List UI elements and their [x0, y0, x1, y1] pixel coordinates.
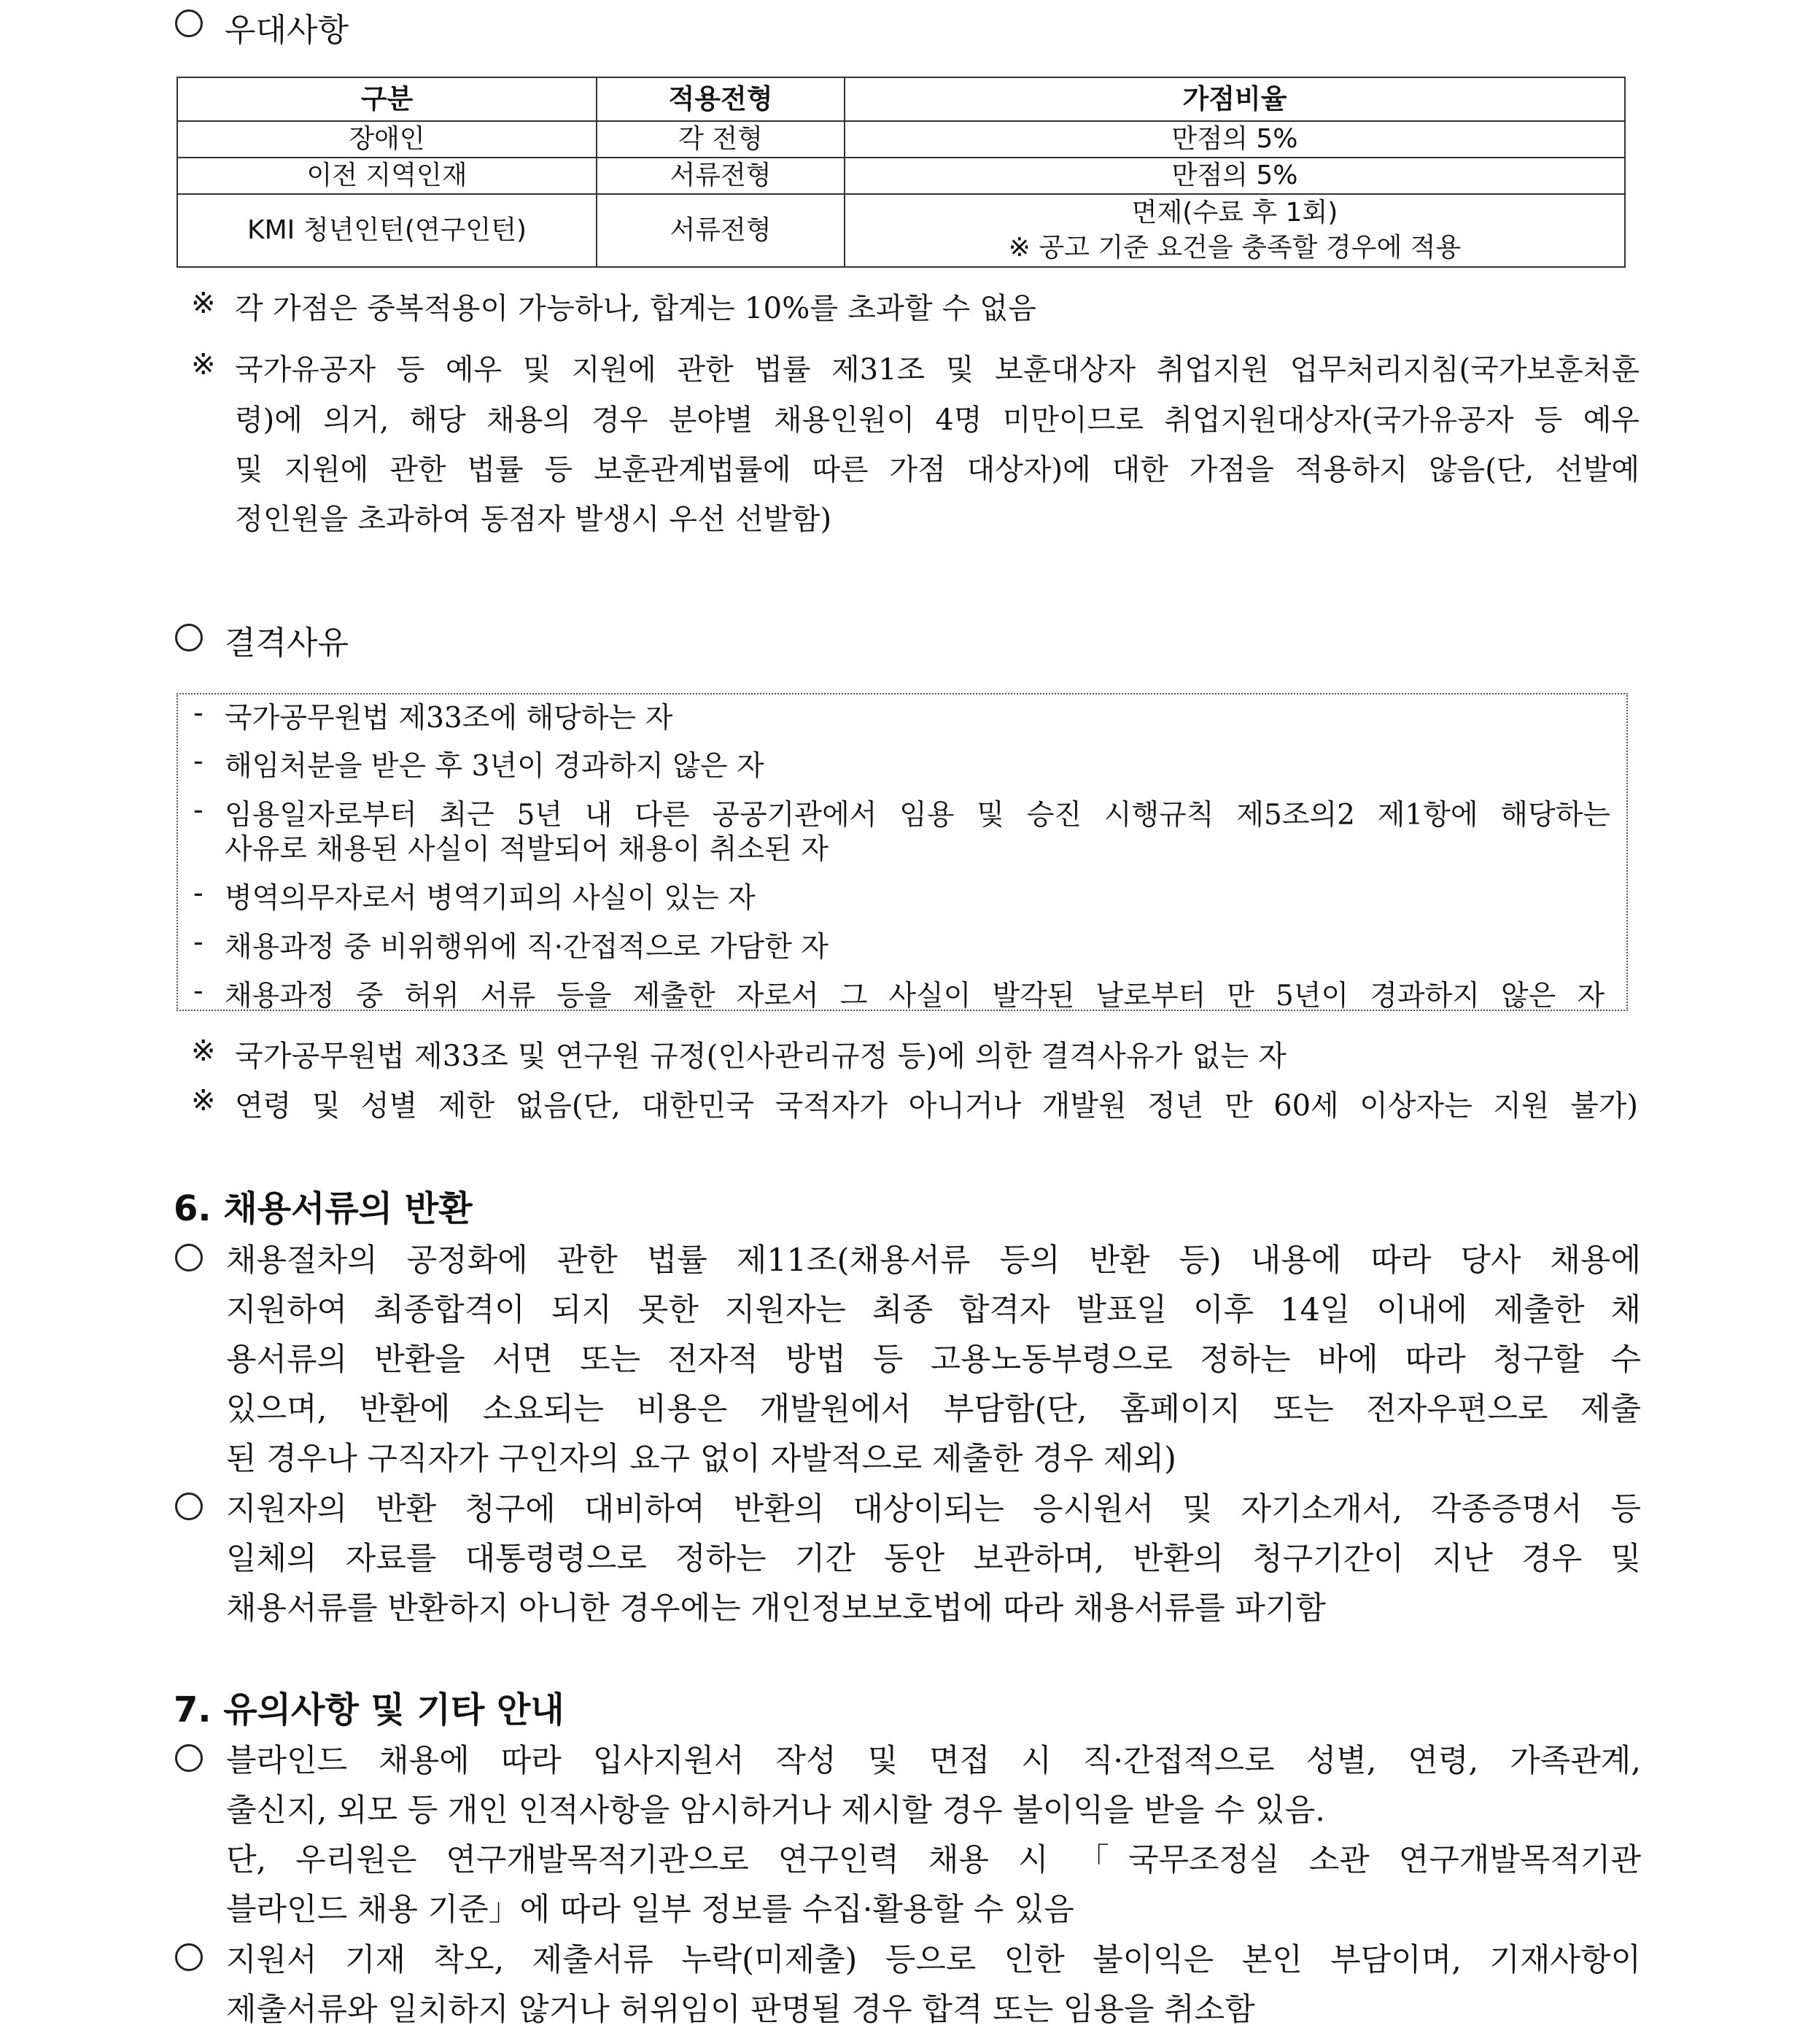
note-mark: ※	[191, 1084, 216, 1118]
rate-note: ※ 공고 기준 요건을 충족할 경우에 적용	[1008, 233, 1462, 263]
note-line: 및 지원에 관한 법률 등 보훈관계법률에 따른 가점 대상자)에 대한 가점을 적용하지 않음(단, 선발예	[235, 453, 1640, 487]
list-dash: -	[193, 697, 203, 729]
disqualification-item: 채용과정 중 허위 서류 등을 제출한 자로서 그 사실이 발각된 날로부터 만 5년이 경과하지 않은 자	[225, 980, 1605, 1013]
body-line: 있으며, 반환에 소요되는 비용은 개발원에서 부담함(단, 홈페이지 또는 전자우편으로 제출	[226, 1391, 1641, 1428]
body-line: 제출서류와 일치하지 않거나 허위임이 판명될 경우 합격 또는 임용을 취소함	[226, 1991, 1255, 2028]
note-mark: ※	[191, 287, 216, 320]
body-line: 단, 우리원은 연구개발목적기관으로 연구인력 채용 시 「국무조정실 소관 연구개발목적기관	[226, 1842, 1641, 1878]
body-line: 블라인드 채용 기준」에 따라 일부 정보를 수집·활용할 수 있음	[226, 1892, 1074, 1928]
section-7-title: 7. 유의사항 및 기타 안내	[174, 1689, 564, 1730]
table-row	[177, 158, 1625, 194]
bullet-circle-icon	[175, 1744, 203, 1772]
list-dash: -	[193, 926, 203, 958]
body-line: 된 경우나 구직자가 구인자의 요구 없이 자발적으로 제출한 경우 제외)	[226, 1441, 1176, 1477]
body-line: 지원자의 반환 청구에 대비하여 반환의 대상이되는 응시원서 및 자기소개서, 각종증명서 등	[226, 1491, 1641, 1528]
table-header-cell: 가점비율	[845, 77, 1625, 121]
bullet-circle-icon	[175, 9, 203, 37]
body-line: 일체의 자료를 대통령령으로 정하는 기간 동안 보관하며, 반환의 청구기간이 지난 경우 및	[226, 1541, 1641, 1577]
disqualification-item: 채용과정 중 비위행위에 직·간접적으로 가담한 자	[225, 931, 829, 964]
disqualification-item: 병역의무자로서 병역기피의 사실이 있는 자	[225, 882, 756, 915]
note-line: 연령 및 성별 제한 없음(단, 대한민국 국적자가 아니거나 개발원 정년 만 60세 이상자는 지원 불가)	[235, 1089, 1638, 1123]
body-line: 채용서류를 반환하지 아니한 경우에는 개인정보보호법에 따라 채용서류를 파기함	[226, 1590, 1326, 1627]
bullet-circle-icon	[175, 624, 203, 651]
disqualification-heading: 결격사유	[225, 624, 349, 662]
disqualification-item: 임용일자로부터 최근 5년 내 다른 공공기관에서 임용 및 승진 시행규칙 제5조의2 제1항에 해당하는	[225, 799, 1610, 832]
table-cell: 만점의 5%	[845, 158, 1625, 194]
body-line: 지원하여 최종합격이 되지 못한 지원자는 최종 합격자 발표일 이후 14일 이내에 제출한 채	[226, 1292, 1641, 1328]
table-cell: 이전 지역인재	[177, 158, 597, 194]
table-cell: 각 전형	[597, 121, 845, 158]
note-mark: ※	[191, 348, 216, 382]
disqualification-item: 국가공무원법 제33조에 해당하는 자	[225, 702, 673, 735]
table-cell: 장애인	[177, 121, 597, 158]
body-line: 지원서 기재 착오, 제출서류 누락(미제출) 등으로 인한 불이익은 본인 부담이며, 기재사항이	[226, 1942, 1641, 1978]
bullet-circle-icon	[175, 1943, 203, 1971]
note-mark: ※	[191, 1034, 216, 1068]
section-6-title: 6. 채용서류의 반환	[174, 1188, 473, 1229]
list-dash: -	[193, 975, 203, 1007]
table-cell: KMI 청년인턴(연구인턴)	[177, 194, 597, 267]
body-line: 용서류의 반환을 서면 또는 전자적 방법 등 고용노동부령으로 정하는 바에 따라 청구할 수	[226, 1342, 1641, 1378]
body-line: 채용절차의 공정화에 관한 법률 제11조(채용서류 등의 반환 등) 내용에 따라 당사 채용에	[226, 1242, 1641, 1279]
table-header-row	[177, 77, 1625, 121]
table-row	[177, 121, 1625, 158]
list-dash: -	[193, 877, 203, 909]
note-line: 정인원을 초과하여 동점자 발생시 우선 선발함)	[235, 503, 832, 536]
note-line: 령)에 의거, 해당 채용의 경우 분야별 채용인원이 4명 미만이므로 취업지원대상자(국가유공자 등 예우	[235, 403, 1640, 437]
rate-text: 면제(수료 후 1회)	[1131, 198, 1338, 228]
body-line: 출신지, 외모 등 개인 인적사항을 암시하거나 제시할 경우 불이익을 받을 수 있음.	[226, 1792, 1325, 1829]
table-header-cell: 구분	[177, 77, 597, 121]
table-cell: 서류전형	[597, 194, 845, 267]
body-line: 블라인드 채용에 따라 입사지원서 작성 및 면접 시 직·간접적으로 성별, 연령, 가족관계,	[226, 1743, 1641, 1779]
preferences-table	[176, 77, 1626, 268]
table-header-cell: 적용전형	[597, 77, 845, 121]
preferences-heading: 우대사항	[225, 12, 349, 49]
table-cell: 만점의 5%	[845, 121, 1625, 158]
list-dash: -	[193, 794, 203, 826]
disqualification-item: 사유로 채용된 사실이 적발되어 채용이 취소된 자	[225, 833, 829, 866]
note-line: 국가유공자 등 예우 및 지원에 관한 법률 제31조 및 보훈대상자 취업지원 업무처리지침(국가보훈처훈	[235, 353, 1640, 387]
note-line: 각 가점은 중복적용이 가능하나, 합계는 10%를 초과할 수 없음	[235, 292, 1037, 325]
table-cell: 서류전형	[597, 158, 845, 194]
disqualification-item: 해임처분을 받은 후 3년이 경과하지 않은 자	[225, 750, 764, 783]
note-line: 국가공무원법 제33조 및 연구원 규정(인사관리규정 등)에 의한 결격사유가 없는 자	[235, 1040, 1287, 1073]
table-cell	[845, 194, 1625, 267]
bullet-circle-icon	[175, 1244, 203, 1271]
bullet-circle-icon	[175, 1493, 203, 1520]
table-row	[177, 194, 1625, 267]
list-dash: -	[193, 745, 203, 777]
